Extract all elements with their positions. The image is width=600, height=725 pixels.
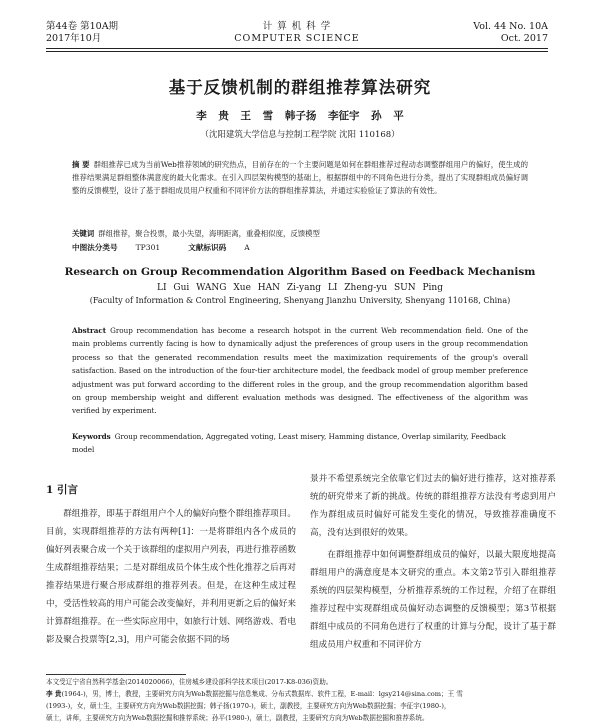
volume-en: Vol. 44 No. 10A [473, 21, 548, 32]
journal-en: COMPUTER SCIENCE [234, 33, 360, 44]
body-paragraph: 景并不希望系统完全依靠它们过去的偏好进行推荐，这对推荐系统的研究带来了新的挑战。传统的群组推荐方法没有考虑到用户作为群组成员时偏好可能发生变化的情况，导致推荐准确度不高，没有达到很好的效果。 [310, 474, 556, 538]
abstract-en [72, 324, 528, 418]
paper-title-cn: 基于反馈机制的群组推荐算法研究 [168, 78, 432, 97]
abstract-cn-text: 群组推荐已成为当前Web推荐领域的研究热点，目前存在的一个主要问题是如何在群组推荐过程动态调整群组用户的偏好，使生成的推荐结果满足群组整体满意度的最大化需求。在引入四层架构模型的基础上，根据群组中的不同角色进行分类，提出了实现群组成员偏好调整的反馈模型，设计了基于群组成员用户权重和不同评价方法的群组推荐算法，并通过实验验证了算法的有效性。 [72, 160, 528, 195]
journal-cn: 计 算 机 科 学 [262, 21, 332, 32]
affiliation-cn: （沈阳建筑大学信息与控制工程学院 沈阳 110168） [200, 130, 400, 140]
date-cn: 2017年10月 [46, 33, 102, 44]
body-column-right [310, 470, 556, 654]
footnote-author-3: 硕士，讲师，主要研究方向为Web数据挖掘和推荐系统；孙平(1980-)，硕士，副教授，主要研究方向为Web数据挖掘和推荐系统。 [46, 714, 429, 722]
section-heading: 1 引言 [46, 484, 78, 496]
footnote-author-name: 李 贵 [46, 690, 62, 698]
footnote-rule [46, 674, 186, 675]
doc-code-label: 文献标识码 [188, 243, 227, 252]
body-paragraph: 在群组推荐中如何调整群组成员的偏好，以最大限度地提高群组用户的满意度是本文研究的重点。本文第2节引入群组推荐系统的四层架构模型，分析推荐系统的工作过程，介绍了在群组推荐过程中实现群组成员偏好动态调整的反馈模型；第3节根据群组中成员的不同角色进行了权重的计算与分配，设计了基于群组成员用户权重和不同评价方 [310, 550, 556, 650]
abstract-cn-label: 摘 要 [72, 160, 90, 169]
footnote-author-1 [46, 688, 554, 700]
keywords-en-text: Group recommendation, Aggregated voting, Least misery, Hamming distance, Overlap similarity, Feedback model [72, 432, 506, 455]
class-label: 中图法分类号 [72, 243, 118, 252]
authors-en: LI Gui WANG Xue HAN Zi-yang LI Zheng-yu SUN Ping [157, 283, 443, 293]
class-value: TP301 [135, 243, 161, 252]
volume-cn: 第44卷 第10A期 [46, 21, 119, 32]
keywords-cn [72, 228, 528, 240]
footnote-funding: 本文受辽宁省自然科学基金(2014020066)，住房城乡建设部科学技术项目(2017-K8-036)资助。 [46, 678, 333, 686]
doc-code-value: A [244, 243, 250, 252]
abstract-en-label: Abstract [72, 326, 107, 335]
classification-cn [72, 242, 528, 254]
keywords-en-label: Keywords [72, 432, 111, 441]
header-rule-thin [46, 51, 548, 52]
body-column-left [46, 505, 296, 649]
authors-cn: 李 贵 王 雪 韩子扬 李征宇 孙 平 [196, 110, 404, 122]
running-header [46, 21, 548, 49]
body-paragraph: 群组推荐，即基于群组用户个人的偏好向整个群组推荐项目。目前，实现群组推荐的方法有两种[1]：一是将群组内各个成员的偏好列表聚合成一个关于该群组的虚拟用户列表，再进行推荐函数生成群组推荐结果；二是对群组成员个体生成个性化推荐之后再对推荐结果进行聚合形成群组的推荐列表。但是，在这种生成过程中，受活性较高的用户可能会改变偏好，并利用更新之后的偏好来计算群组推荐。在一些实际应用中，如旅行计划、网络游戏、看电影及聚合投票等[2,3]，用户可能会依据不同的场 [46, 509, 296, 645]
paper-title-en: Research on Group Recommendation Algorithm Based on Feedback Mechanism [64, 266, 536, 278]
header-rule-thick [46, 48, 548, 49]
footnote-author-text: (1964-)，男，博士，教授，主要研究方向为Web数据挖掘与信息集成、分布式数据库、软件工程，E-mail：lgsy214@sina.com；王 雪 [61, 690, 463, 698]
abstract-cn [72, 158, 528, 197]
footnote-author-2: (1993-)，女，硕士生，主要研究方向为Web数据挖掘；韩子扬(1970-)，硕士，副教授，主要研究方向为Web数据挖掘；李征宇(1980-)， [46, 702, 451, 710]
keywords-en [72, 430, 528, 457]
affiliation-en: (Faculty of Information & Control Engineering, Shenyang Jianzhu University, Shenyang 110168, China) [89, 296, 511, 305]
date-en: Oct. 2017 [500, 33, 548, 44]
header-right [473, 21, 548, 45]
abstract-en-text: Group recommendation has become a research hotspot in the current Web recommendation field. One of the main problems currently facing is how to dynamically adjust the preferences of group users in the group recommendation process so that the generated recommendation results meet the maximization requirements of the group's overall satisfaction. Based on the introduction of the four-tier architecture model, the feedback model of group member preference adjustment was put forward according to the different roles in the group, and the group recommendation algorithm based on group membership weight and different evaluation methods was designed. The effectiveness of the algorithm was verified by experiment. [72, 326, 528, 416]
keywords-cn-text: 群组推荐，聚合投票，最小失望，海明距离，重叠相似度，反馈模型 [98, 229, 320, 238]
keywords-cn-label: 关键词 [72, 229, 95, 238]
footnotes [46, 676, 554, 724]
